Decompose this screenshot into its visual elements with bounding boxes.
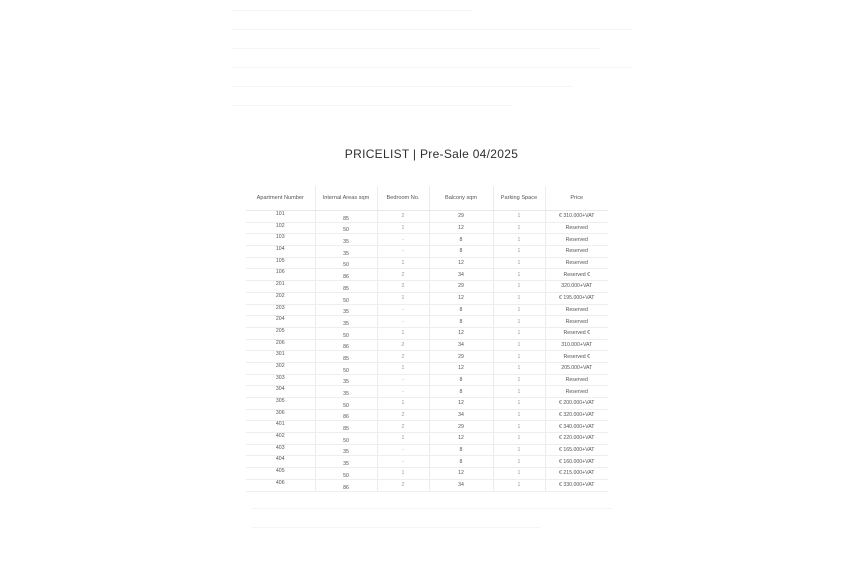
balcony-cell: 12	[429, 468, 493, 480]
table-row	[246, 433, 608, 445]
balcony-cell: 8	[429, 316, 493, 328]
bedroom-cell: 2	[377, 351, 429, 363]
parking-cell: 1	[493, 339, 545, 351]
balcony-cell: 12	[429, 362, 493, 374]
internal-area-cell: 35	[315, 444, 377, 456]
table-row	[246, 386, 608, 398]
internal-area-cell: 50	[315, 433, 377, 445]
internal-area-cell: 35	[315, 374, 377, 386]
price-cell: € 320.000+VAT	[545, 409, 608, 421]
bedroom-cell: -	[377, 386, 429, 398]
table-row	[246, 398, 608, 410]
faded-text-above	[232, 10, 632, 150]
internal-area-cell: 86	[315, 339, 377, 351]
balcony-cell: 8	[429, 234, 493, 246]
price-cell: € 215.000+VAT	[545, 468, 608, 480]
internal-area-cell: 50	[315, 292, 377, 304]
bedroom-cell: 1	[377, 468, 429, 480]
price-cell: Reserved	[545, 386, 608, 398]
balcony-cell: 8	[429, 304, 493, 316]
price-cell: Reserved	[545, 316, 608, 328]
table-row	[246, 234, 608, 246]
price-cell: € 340.000+VAT	[545, 421, 608, 433]
balcony-cell: 8	[429, 386, 493, 398]
parking-cell: 1	[493, 234, 545, 246]
balcony-cell: 8	[429, 444, 493, 456]
internal-area-cell: 50	[315, 222, 377, 234]
table-row	[246, 444, 608, 456]
apartment-number-cell: 101	[246, 211, 315, 223]
table-row	[246, 351, 608, 363]
bedroom-cell: 1	[377, 433, 429, 445]
internal-area-cell: 35	[315, 304, 377, 316]
parking-cell: 1	[493, 351, 545, 363]
apartment-number-cell: 306	[246, 409, 315, 421]
table-row	[246, 479, 608, 491]
balcony-cell: 12	[429, 398, 493, 410]
price-cell: Reserved €	[545, 327, 608, 339]
table-row	[246, 374, 608, 386]
faded-text-below	[252, 508, 612, 546]
parking-cell: 1	[493, 386, 545, 398]
table-row	[246, 421, 608, 433]
balcony-cell: 29	[429, 281, 493, 293]
internal-area-cell: 35	[315, 246, 377, 258]
apartment-number-cell: 102	[246, 222, 315, 234]
apartment-number-cell: 201	[246, 281, 315, 293]
bedroom-cell: 2	[377, 269, 429, 281]
internal-area-cell: 85	[315, 421, 377, 433]
table-row	[246, 339, 608, 351]
price-cell: Reserved	[545, 222, 608, 234]
header-internal-area: Internal Areas sqm	[315, 186, 377, 211]
internal-area-cell: 50	[315, 327, 377, 339]
internal-area-cell: 85	[315, 351, 377, 363]
internal-area-cell: 85	[315, 281, 377, 293]
table-row	[246, 292, 608, 304]
balcony-cell: 8	[429, 456, 493, 468]
balcony-cell: 12	[429, 222, 493, 234]
bedroom-cell: -	[377, 234, 429, 246]
apartment-number-cell: 406	[246, 479, 315, 491]
bedroom-cell: -	[377, 456, 429, 468]
parking-cell: 1	[493, 456, 545, 468]
apartment-number-cell: 402	[246, 433, 315, 445]
header-price: Price	[545, 186, 608, 211]
balcony-cell: 34	[429, 269, 493, 281]
apartment-number-cell: 305	[246, 398, 315, 410]
header-parking: Parking Space	[493, 186, 545, 211]
table-row	[246, 281, 608, 293]
price-cell: 310.000+VAT	[545, 339, 608, 351]
apartment-number-cell: 401	[246, 421, 315, 433]
apartment-number-cell: 304	[246, 386, 315, 398]
internal-area-cell: 35	[315, 456, 377, 468]
price-cell: € 195.000+VAT	[545, 292, 608, 304]
bedroom-cell: 1	[377, 398, 429, 410]
price-cell: € 200.000+VAT	[545, 398, 608, 410]
price-cell: € 160.000+VAT	[545, 456, 608, 468]
bedroom-cell: 2	[377, 211, 429, 223]
internal-area-cell: 86	[315, 269, 377, 281]
table-row	[246, 257, 608, 269]
table-row	[246, 246, 608, 258]
apartment-number-cell: 204	[246, 316, 315, 328]
internal-area-cell: 50	[315, 468, 377, 480]
parking-cell: 1	[493, 433, 545, 445]
balcony-cell: 12	[429, 292, 493, 304]
parking-cell: 1	[493, 292, 545, 304]
bedroom-cell: 1	[377, 292, 429, 304]
internal-area-cell: 35	[315, 234, 377, 246]
bedroom-cell: -	[377, 374, 429, 386]
bedroom-cell: 1	[377, 257, 429, 269]
apartment-number-cell: 104	[246, 246, 315, 258]
table-row	[246, 409, 608, 421]
bedroom-cell: 2	[377, 339, 429, 351]
pricelist-table	[246, 186, 608, 492]
table-row	[246, 456, 608, 468]
price-cell: Reserved	[545, 374, 608, 386]
internal-area-cell: 50	[315, 257, 377, 269]
bedroom-cell: 2	[377, 409, 429, 421]
balcony-cell: 34	[429, 339, 493, 351]
bedroom-cell: 2	[377, 281, 429, 293]
parking-cell: 1	[493, 246, 545, 258]
parking-cell: 1	[493, 304, 545, 316]
parking-cell: 1	[493, 257, 545, 269]
table-row	[246, 222, 608, 234]
price-cell: Reserved €	[545, 351, 608, 363]
bedroom-cell: -	[377, 444, 429, 456]
apartment-number-cell: 206	[246, 339, 315, 351]
apartment-number-cell: 203	[246, 304, 315, 316]
balcony-cell: 29	[429, 211, 493, 223]
table-row	[246, 211, 608, 223]
bedroom-cell: -	[377, 304, 429, 316]
table-row	[246, 327, 608, 339]
bedroom-cell: 1	[377, 222, 429, 234]
table-row	[246, 468, 608, 480]
apartment-number-cell: 303	[246, 374, 315, 386]
table-row	[246, 304, 608, 316]
parking-cell: 1	[493, 468, 545, 480]
bedroom-cell: 2	[377, 421, 429, 433]
header-balcony: Balcony sqm	[429, 186, 493, 211]
parking-cell: 1	[493, 269, 545, 281]
bedroom-cell: 1	[377, 327, 429, 339]
apartment-number-cell: 301	[246, 351, 315, 363]
parking-cell: 1	[493, 316, 545, 328]
parking-cell: 1	[493, 444, 545, 456]
parking-cell: 1	[493, 409, 545, 421]
bedroom-cell: -	[377, 246, 429, 258]
apartment-number-cell: 105	[246, 257, 315, 269]
balcony-cell: 29	[429, 351, 493, 363]
price-cell: € 330.000+VAT	[545, 479, 608, 491]
price-cell: 205.000+VAT	[545, 362, 608, 374]
table-row	[246, 362, 608, 374]
parking-cell: 1	[493, 421, 545, 433]
header-bedroom: Bedroom No.	[377, 186, 429, 211]
pricelist-title: PRICELIST | Pre-Sale 04/2025	[344, 147, 519, 161]
balcony-cell: 34	[429, 479, 493, 491]
parking-cell: 1	[493, 398, 545, 410]
balcony-cell: 29	[429, 421, 493, 433]
table-row	[246, 269, 608, 281]
apartment-number-cell: 404	[246, 456, 315, 468]
apartment-number-cell: 403	[246, 444, 315, 456]
header-apartment-number: Apartment Number	[246, 186, 315, 211]
apartment-number-cell: 103	[246, 234, 315, 246]
internal-area-cell: 85	[315, 211, 377, 223]
balcony-cell: 12	[429, 327, 493, 339]
apartment-number-cell: 405	[246, 468, 315, 480]
internal-area-cell: 50	[315, 362, 377, 374]
price-cell: Reserved	[545, 234, 608, 246]
apartment-number-cell: 205	[246, 327, 315, 339]
table-row	[246, 316, 608, 328]
internal-area-cell: 35	[315, 316, 377, 328]
parking-cell: 1	[493, 211, 545, 223]
price-cell: Reserved	[545, 246, 608, 258]
balcony-cell: 12	[429, 257, 493, 269]
balcony-cell: 34	[429, 409, 493, 421]
internal-area-cell: 35	[315, 386, 377, 398]
price-cell: € 310.000+VAT	[545, 211, 608, 223]
parking-cell: 1	[493, 374, 545, 386]
parking-cell: 1	[493, 362, 545, 374]
apartment-number-cell: 202	[246, 292, 315, 304]
table-header-row	[246, 186, 608, 211]
internal-area-cell: 86	[315, 479, 377, 491]
bedroom-cell: 2	[377, 479, 429, 491]
apartment-number-cell: 302	[246, 362, 315, 374]
price-cell: Reserved	[545, 304, 608, 316]
internal-area-cell: 50	[315, 398, 377, 410]
price-cell: € 220.000+VAT	[545, 433, 608, 445]
parking-cell: 1	[493, 281, 545, 293]
price-cell: Reserved	[545, 257, 608, 269]
parking-cell: 1	[493, 327, 545, 339]
bedroom-cell: -	[377, 316, 429, 328]
price-cell: € 165.000+VAT	[545, 444, 608, 456]
balcony-cell: 8	[429, 246, 493, 258]
balcony-cell: 12	[429, 433, 493, 445]
parking-cell: 1	[493, 479, 545, 491]
bedroom-cell: 1	[377, 362, 429, 374]
internal-area-cell: 86	[315, 409, 377, 421]
parking-cell: 1	[493, 222, 545, 234]
apartment-number-cell: 106	[246, 269, 315, 281]
balcony-cell: 8	[429, 374, 493, 386]
price-cell: 320.000+VAT	[545, 281, 608, 293]
price-cell: Reserved €	[545, 269, 608, 281]
